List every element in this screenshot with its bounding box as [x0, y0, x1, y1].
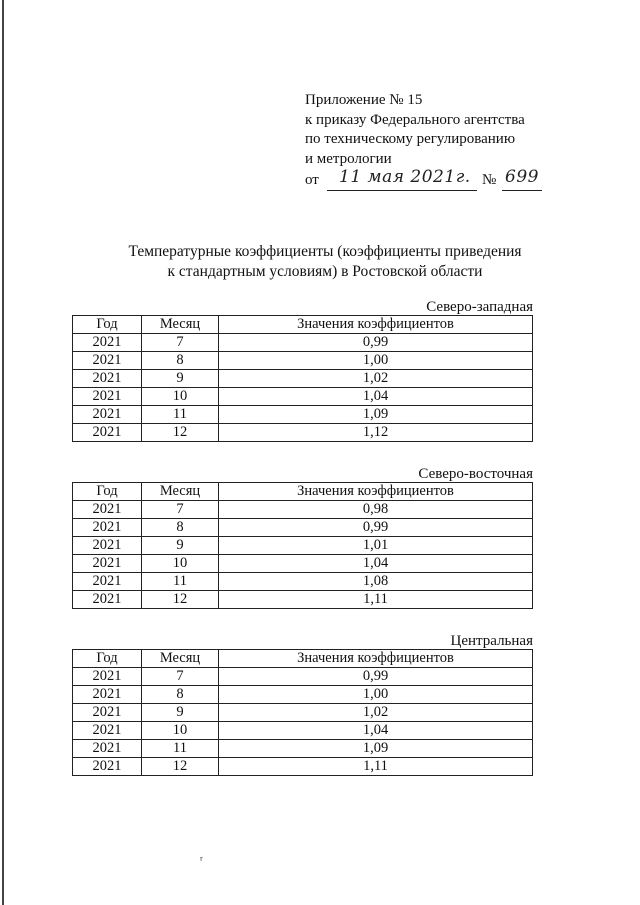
table-row — [73, 686, 533, 704]
year-cell: 2021 — [73, 686, 142, 704]
coefficient-cell: 1,08 — [219, 573, 533, 591]
month-cell: 12 — [142, 591, 219, 609]
appendix-block — [305, 91, 565, 193]
month-cell: 11 — [142, 406, 219, 424]
table-row — [73, 704, 533, 722]
number-prefix: № — [482, 172, 497, 188]
month-cell: 9 — [142, 370, 219, 388]
year-cell: 2021 — [73, 537, 142, 555]
year-cell: 2021 — [73, 352, 142, 370]
year-cell: 2021 — [73, 424, 142, 442]
coefficient-cell: 1,02 — [219, 370, 533, 388]
month-cell: 10 — [142, 555, 219, 573]
date-underline — [327, 190, 477, 191]
month-cell: 11 — [142, 740, 219, 758]
column-header: Год — [73, 483, 142, 501]
year-cell: 2021 — [73, 501, 142, 519]
year-cell: 2021 — [73, 668, 142, 686]
month-cell: 12 — [142, 424, 219, 442]
coefficients-table — [72, 482, 533, 609]
coefficient-cell: 1,04 — [219, 388, 533, 406]
coefficient-cell: 1,04 — [219, 555, 533, 573]
month-cell: 8 — [142, 519, 219, 537]
coefficient-cell: 1,04 — [219, 722, 533, 740]
year-cell: 2021 — [73, 555, 142, 573]
table-row — [73, 722, 533, 740]
coefficient-cell: 1,12 — [219, 424, 533, 442]
month-cell: 8 — [142, 686, 219, 704]
appendix-line: по техническому регулированию — [305, 131, 516, 147]
year-cell: 2021 — [73, 758, 142, 776]
month-cell: 7 — [142, 501, 219, 519]
table-row — [73, 519, 533, 537]
month-cell: 12 — [142, 758, 219, 776]
coefficient-cell: 1,11 — [219, 591, 533, 609]
table-row — [73, 352, 533, 370]
column-header: Значения коэффициентов — [219, 483, 533, 501]
coefficients-table — [72, 315, 533, 442]
table-header-row — [73, 650, 533, 668]
coefficient-cell: 1,09 — [219, 406, 533, 424]
year-cell: 2021 — [73, 591, 142, 609]
region-label: Северо-западная — [426, 299, 533, 315]
column-header: Месяц — [142, 650, 219, 668]
number-underline — [502, 190, 542, 191]
table-row — [73, 555, 533, 573]
coefficient-cell: 0,99 — [219, 519, 533, 537]
month-cell: 8 — [142, 352, 219, 370]
handwritten-date: 11 мая 2021г. — [339, 167, 471, 187]
year-cell: 2021 — [73, 704, 142, 722]
year-cell: 2021 — [73, 388, 142, 406]
month-cell: 10 — [142, 388, 219, 406]
region-label: Северо-восточная — [418, 466, 533, 482]
year-cell: 2021 — [73, 334, 142, 352]
table-row — [73, 424, 533, 442]
column-header: Месяц — [142, 316, 219, 334]
table-row — [73, 370, 533, 388]
table-row — [73, 334, 533, 352]
title-line: к стандартным условиям) в Ростовской области — [167, 263, 483, 280]
column-header: Год — [73, 650, 142, 668]
coefficient-cell: 1,00 — [219, 352, 533, 370]
coefficient-cell: 1,11 — [219, 758, 533, 776]
handwritten-number: 699 — [505, 167, 539, 187]
table-row — [73, 537, 533, 555]
coefficient-cell: 1,00 — [219, 686, 533, 704]
coefficient-cell: 0,99 — [219, 334, 533, 352]
table-row — [73, 668, 533, 686]
table-header-row — [73, 316, 533, 334]
appendix-line: и метрологии — [305, 150, 392, 167]
date-prefix: от — [305, 172, 319, 188]
month-cell: 9 — [142, 704, 219, 722]
coefficient-cell: 1,01 — [219, 537, 533, 555]
column-header: Месяц — [142, 483, 219, 501]
month-cell: 7 — [142, 668, 219, 686]
column-header: Значения коэффициентов — [219, 316, 533, 334]
year-cell: 2021 — [73, 370, 142, 388]
table-row — [73, 573, 533, 591]
coefficient-cell: 1,02 — [219, 704, 533, 722]
column-header: Значения коэффициентов — [219, 650, 533, 668]
order-date-line — [305, 167, 565, 193]
table-row — [73, 758, 533, 776]
year-cell: 2021 — [73, 722, 142, 740]
month-cell: 11 — [142, 573, 219, 591]
coefficient-cell: 1,09 — [219, 740, 533, 758]
month-cell: 10 — [142, 722, 219, 740]
table-row — [73, 406, 533, 424]
table-row — [73, 740, 533, 758]
year-cell: 2021 — [73, 406, 142, 424]
coefficient-cell: 0,99 — [219, 668, 533, 686]
scan-border — [2, 0, 4, 905]
column-header: Год — [73, 316, 142, 334]
year-cell: 2021 — [73, 740, 142, 758]
year-cell: 2021 — [73, 519, 142, 537]
month-cell: 7 — [142, 334, 219, 352]
month-cell: 9 — [142, 537, 219, 555]
appendix-line: к приказу Федерального агентства — [305, 111, 525, 128]
table-row — [73, 388, 533, 406]
region-label: Центральная — [450, 633, 533, 649]
scan-mark: ʳ — [200, 853, 203, 867]
title-line: Температурные коэффициенты (коэффициенты приведения — [128, 243, 522, 260]
table-row — [73, 501, 533, 519]
coefficients-table — [72, 649, 533, 776]
table-header-row — [73, 483, 533, 501]
document-title — [60, 242, 590, 282]
coefficient-cell: 0,98 — [219, 501, 533, 519]
appendix-line: Приложение № 15 — [305, 92, 423, 108]
year-cell: 2021 — [73, 573, 142, 591]
table-row — [73, 591, 533, 609]
